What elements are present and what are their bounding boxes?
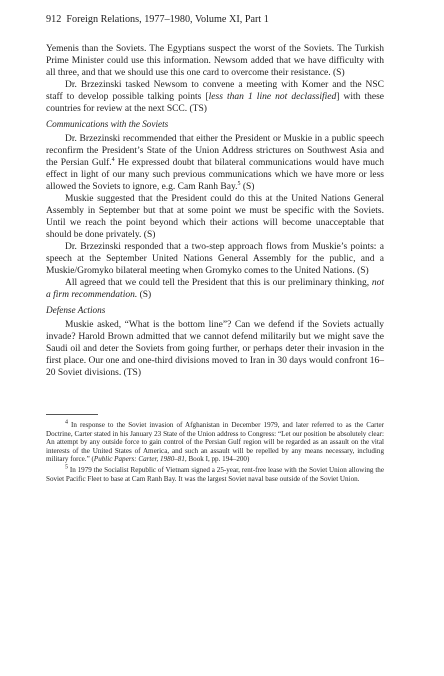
paragraph-text: Dr. Brzezinski recommended that either the President or Muskie in a public speech reconfirm the President’s State of the Union Address strictures on Southwest Asia and the Persian Gulf. [46, 134, 384, 168]
page-header [46, 14, 384, 26]
paragraph [46, 193, 384, 241]
declassification-note: less than 1 line not declassified [208, 92, 337, 102]
body-text [46, 43, 384, 379]
footnote-ref[interactable]: 5 [237, 180, 241, 187]
paragraph [46, 43, 384, 79]
footnote-ref[interactable]: 4 [111, 156, 115, 163]
paragraph-text: (S) [137, 290, 152, 300]
section-heading: Defense Actions [46, 305, 106, 315]
emphasis-text: not a firm recommendation. [46, 278, 384, 300]
citation-title: Public Papers: Carter, 1980–81, [93, 455, 187, 464]
paragraph [46, 241, 384, 277]
paragraph-text: Dr. Brzezinski responded that a two-step approach flows from Muskie’s points: a speech at the September United Nations General Assembly for the public, and a Muskie/Gromyko bilateral meeting when Gromyko comes to the United Nations. (S) [46, 242, 384, 276]
footnote-text: In response to the Soviet invasion of Afghanistan in December 1979, and later referred to as the Carter Doctrine, Carter stated in his January 23 State of the Union address to Congress: “Let our position be absolutely clear: An attempt by any outside force to gain control of the Persian Gulf region will be regarded as an assault on the vital interests of the United States of America, and such an assault will be repelled by any means necessary, including military force.” ( [46, 421, 384, 464]
paragraph [46, 79, 384, 115]
paragraph-text: Muskie suggested that the President could do this at the United Nations General Assembly in September but that at some point we must be specific with the Soviets. Until we reach the point beyond which their actions will become unacceptable that should be done privately. (S) [46, 194, 384, 240]
paragraph [46, 277, 384, 301]
footnote-text: Book I, pp. 194–200) [186, 455, 250, 464]
footnote-number: 5 [65, 464, 68, 471]
footnote-divider [46, 414, 98, 415]
paragraph-text: Yemenis than the Soviets. The Egyptians suspect the worst of the Soviets. The Turkish Prime Minister could use this information. Newsom added that we have difficulty with all three, and that we should use this one card to overcome their resistance. (S) [46, 44, 384, 78]
paragraph-text: Dr. Brzezinski tasked Newsom to convene a meeting with Komer and the NSC staff to develop possible talking points [ [46, 80, 384, 102]
running-title: Foreign Relations, 1977–1980, Volume XI, Part 1 [66, 14, 269, 25]
footnotes [46, 421, 384, 483]
paragraph [46, 133, 384, 193]
paragraph-text: Muskie asked, “What is the bottom line”? Can we defend if the Soviets actually invade? Harold Brown admitted that we cannot defend militarily but we might save the Saudi oil and deter the Soviets from going further, or perhaps deter their invasion in the first place. Our one and one-third divisions moved to Iran in 30 days would confront 16–20 Soviet divisions. (TS) [46, 320, 384, 378]
footnote-text: In 1979 the Socialist Republic of Vietnam signed a 25-year, rent-free lease with the Soviet Union allowing the Soviet Pacific Fleet to base at Cam Ranh Bay. It was the largest Soviet naval base outside of the Soviet Union. [46, 465, 384, 483]
paragraph-text: ] with these countries for review at the next SCC. (TS) [46, 92, 384, 114]
footnote [46, 421, 384, 464]
footnote [46, 466, 384, 483]
paragraph-text: All agreed that we could tell the President that this is our preliminary thinking, [65, 278, 372, 288]
paragraph-text: He expressed doubt that bilateral communications would have much effect in light of our many such previous communications which we have more or less allowed the Soviets to ignore, e.g. Cam Ranh Bay. [46, 158, 384, 192]
paragraph [46, 319, 384, 379]
paragraph-text: (S) [240, 182, 255, 192]
footnote-number: 4 [65, 419, 68, 426]
section-heading: Communications with the Soviets [46, 119, 169, 129]
page-number: 912 [46, 14, 62, 25]
